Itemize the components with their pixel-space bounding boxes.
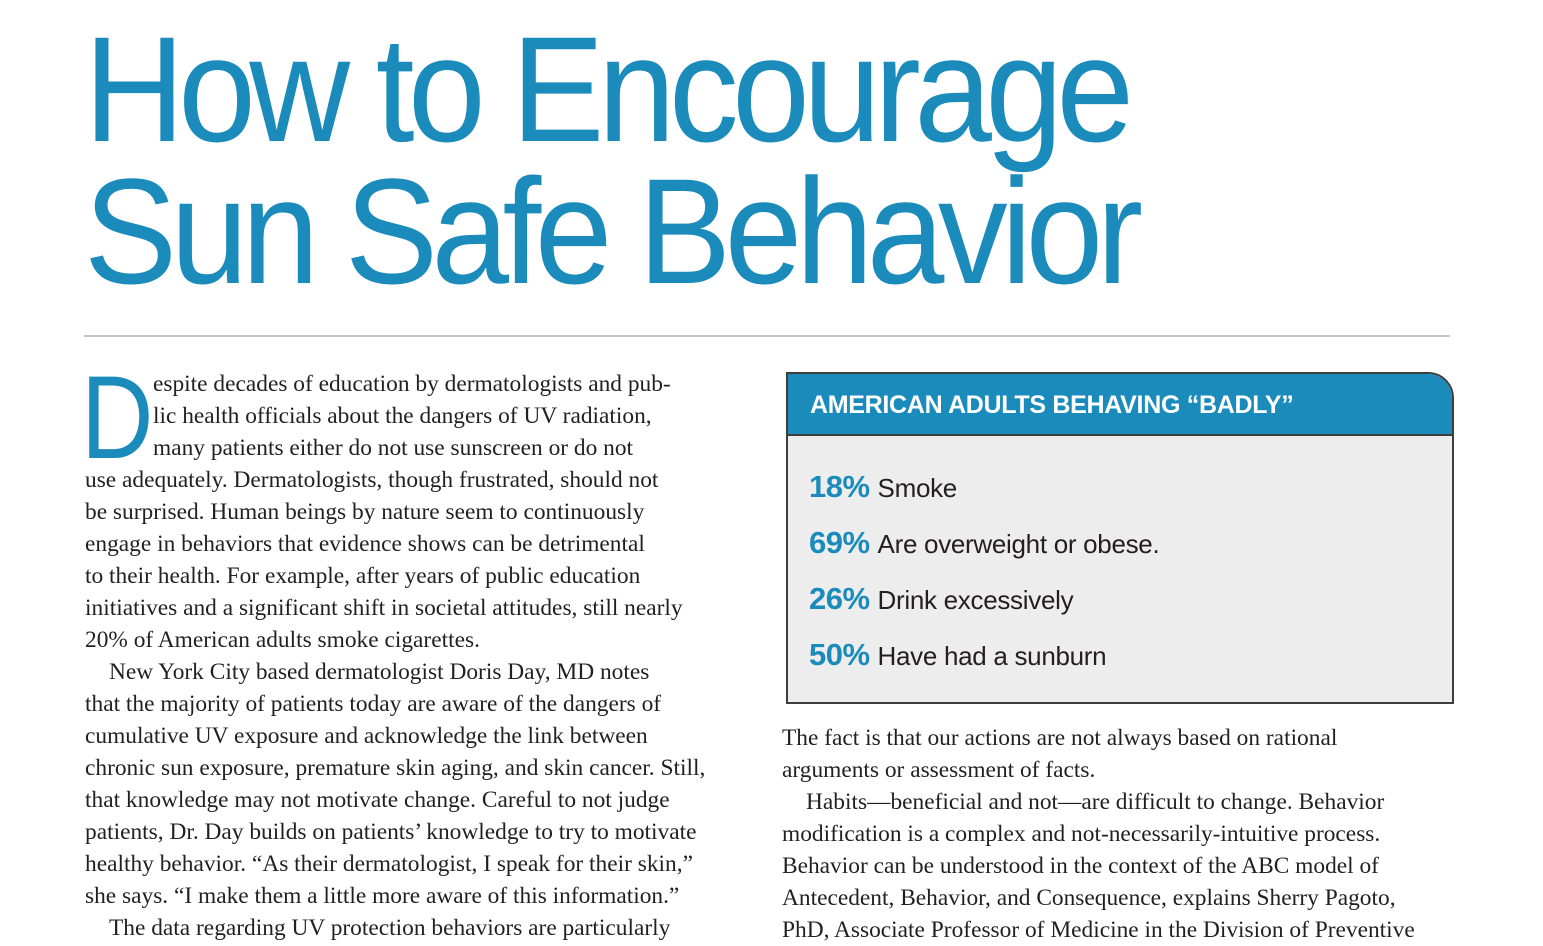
text-line: that knowledge may not motivate change. Careful to not judge	[85, 787, 670, 813]
article-title	[84, 5, 1137, 315]
text-line: patients, Dr. Day builds on patients’ knowledge to try to motivate	[85, 819, 697, 845]
left-column	[81, 352, 750, 944]
title-divider	[84, 335, 1450, 337]
text-line: initiatives and a significant shift in societal attitudes, still nearly	[85, 595, 683, 621]
text-line: many patients either do not use sunscreen or do not	[153, 435, 634, 461]
text-line: PhD, Associate Professor of Medicine in the Division of Preventive	[782, 917, 1415, 943]
text-line: Antecedent, Behavior, and Consequence, explains Sherry Pagoto,	[782, 885, 1396, 911]
paragraph-3	[85, 912, 750, 944]
text-line: espite decades of education by dermatologists and pub-	[153, 371, 671, 397]
text-line: The data regarding UV protection behaviors are particularly	[109, 915, 671, 941]
stat-label: Have had a sunburn	[877, 641, 1107, 671]
stat-label: Smoke	[877, 473, 957, 503]
stat-value: 26%	[809, 581, 870, 616]
stat-value: 50%	[809, 637, 870, 672]
paragraph-2	[85, 656, 750, 912]
stat-row-smoke	[809, 459, 1452, 515]
paragraph-1	[782, 722, 1462, 786]
text-line: Behavior can be understood in the context of the ABC model of	[782, 853, 1379, 879]
text-line: healthy behavior. “As their dermatologist, I speak for their skin,”	[85, 851, 693, 877]
title-line-1: How to Encourage	[84, 5, 1128, 173]
stat-value: 18%	[809, 469, 870, 504]
right-column	[782, 722, 1462, 946]
text-line: engage in behaviors that evidence shows can be detrimental	[85, 531, 645, 557]
stat-label: Drink excessively	[877, 585, 1074, 615]
text-line: to their health. For example, after years of public education	[85, 563, 641, 589]
text-line: lic health officials about the dangers of UV radiation,	[153, 403, 652, 429]
stat-list	[788, 436, 1452, 683]
text-line: New York City based dermatologist Doris Day, MD notes	[109, 659, 650, 685]
text-line: cumulative UV exposure and acknowledge the link between	[85, 723, 648, 749]
stat-label: Are overweight or obese.	[877, 529, 1160, 559]
paragraph-1	[81, 352, 750, 656]
text-line: be surprised. Human beings by nature seem to continuously	[85, 499, 645, 525]
text-line: she says. “I make them a little more aware of this information.”	[85, 883, 680, 909]
sidebar-title: AMERICAN ADULTS BEHAVING “BADLY”	[788, 374, 1452, 436]
stat-value: 69%	[809, 525, 870, 560]
title-line-2: Sun Safe Behavior	[84, 147, 1137, 315]
text-line: arguments or assessment of facts.	[782, 757, 1096, 783]
text-line: chronic sun exposure, premature skin aging, and skin cancer. Still,	[85, 755, 706, 781]
text-line: 20% of American adults smoke cigarettes.	[85, 627, 480, 653]
stats-sidebar-box	[786, 372, 1454, 704]
paragraph-2	[782, 786, 1462, 946]
text-line: Habits—beneficial and not—are difficult to change. Behavior	[806, 789, 1385, 815]
stat-row-sunburn	[809, 627, 1452, 683]
dropcap: D	[81, 352, 154, 484]
text-line: that the majority of patients today are aware of the dangers of	[85, 691, 662, 717]
stat-row-drink	[809, 571, 1452, 627]
text-line: use adequately. Dermatologists, though frustrated, should not	[85, 467, 659, 493]
text-line: The fact is that our actions are not always based on rational	[782, 725, 1338, 751]
stat-row-overweight	[809, 515, 1452, 571]
text-line: modification is a complex and not-necessarily-intuitive process.	[782, 821, 1381, 847]
